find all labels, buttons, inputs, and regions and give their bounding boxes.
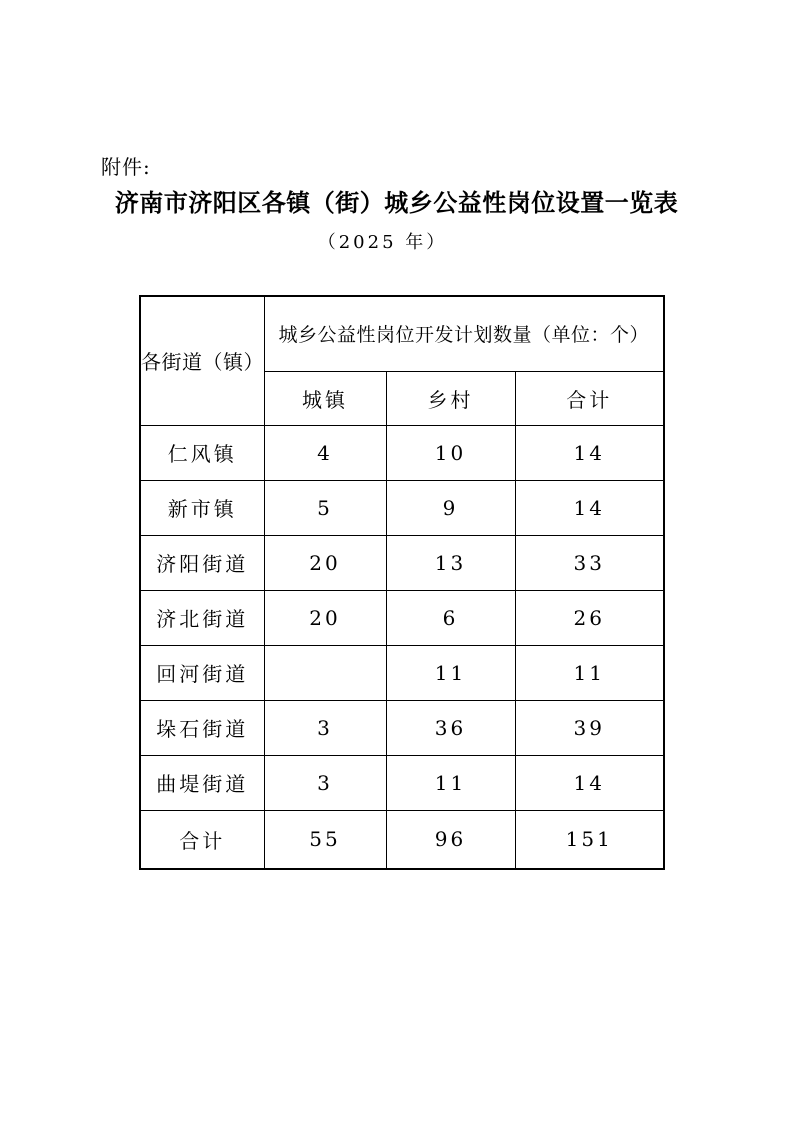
row-label: 合计 [140, 810, 264, 869]
table-row [140, 645, 664, 700]
table-row-total [140, 810, 664, 869]
rural-value: 36 [386, 700, 515, 755]
row-label: 济北街道 [140, 590, 264, 645]
rural-value: 13 [386, 535, 515, 590]
page-title: 济南市济阳区各镇（街）城乡公益性岗位设置一览表 [114, 188, 679, 217]
urban-value: 3 [264, 755, 386, 810]
row-label: 曲堤街道 [140, 755, 264, 810]
total-value: 11 [515, 645, 664, 700]
page-subtitle-year: （2025 年） [317, 232, 448, 253]
total-value: 39 [515, 700, 664, 755]
row-label: 仁风镇 [140, 425, 264, 480]
rural-value: 9 [386, 480, 515, 535]
rural-value: 6 [386, 590, 515, 645]
table-header-group-row [140, 296, 664, 371]
table-row [140, 700, 664, 755]
total-value: 14 [515, 755, 664, 810]
column-header-urban: 城镇 [264, 371, 386, 425]
attachment-label: 附件: [101, 155, 151, 179]
urban-value [264, 645, 386, 700]
urban-value: 55 [264, 810, 386, 869]
table-row [140, 755, 664, 810]
table-row [140, 590, 664, 645]
positions-table [139, 295, 665, 870]
urban-value: 20 [264, 535, 386, 590]
table-row [140, 535, 664, 590]
rural-value: 10 [386, 425, 515, 480]
table-row [140, 425, 664, 480]
column-header-total: 合计 [515, 371, 664, 425]
row-label: 济阳街道 [140, 535, 264, 590]
rural-value: 11 [386, 645, 515, 700]
total-value: 33 [515, 535, 664, 590]
corner-header-streets: 各街道（镇） [140, 296, 264, 425]
column-header-rural: 乡村 [386, 371, 515, 425]
row-label: 回河街道 [140, 645, 264, 700]
rural-value: 96 [386, 810, 515, 869]
urban-value: 4 [264, 425, 386, 480]
group-header-plan-quantity: 城乡公益性岗位开发计划数量（单位：个） [264, 296, 664, 371]
table-row [140, 480, 664, 535]
row-label: 垛石街道 [140, 700, 264, 755]
total-value: 14 [515, 425, 664, 480]
rural-value: 11 [386, 755, 515, 810]
urban-value: 5 [264, 480, 386, 535]
total-value: 14 [515, 480, 664, 535]
total-value: 26 [515, 590, 664, 645]
urban-value: 20 [264, 590, 386, 645]
urban-value: 3 [264, 700, 386, 755]
row-label: 新市镇 [140, 480, 264, 535]
total-value: 151 [515, 810, 664, 869]
